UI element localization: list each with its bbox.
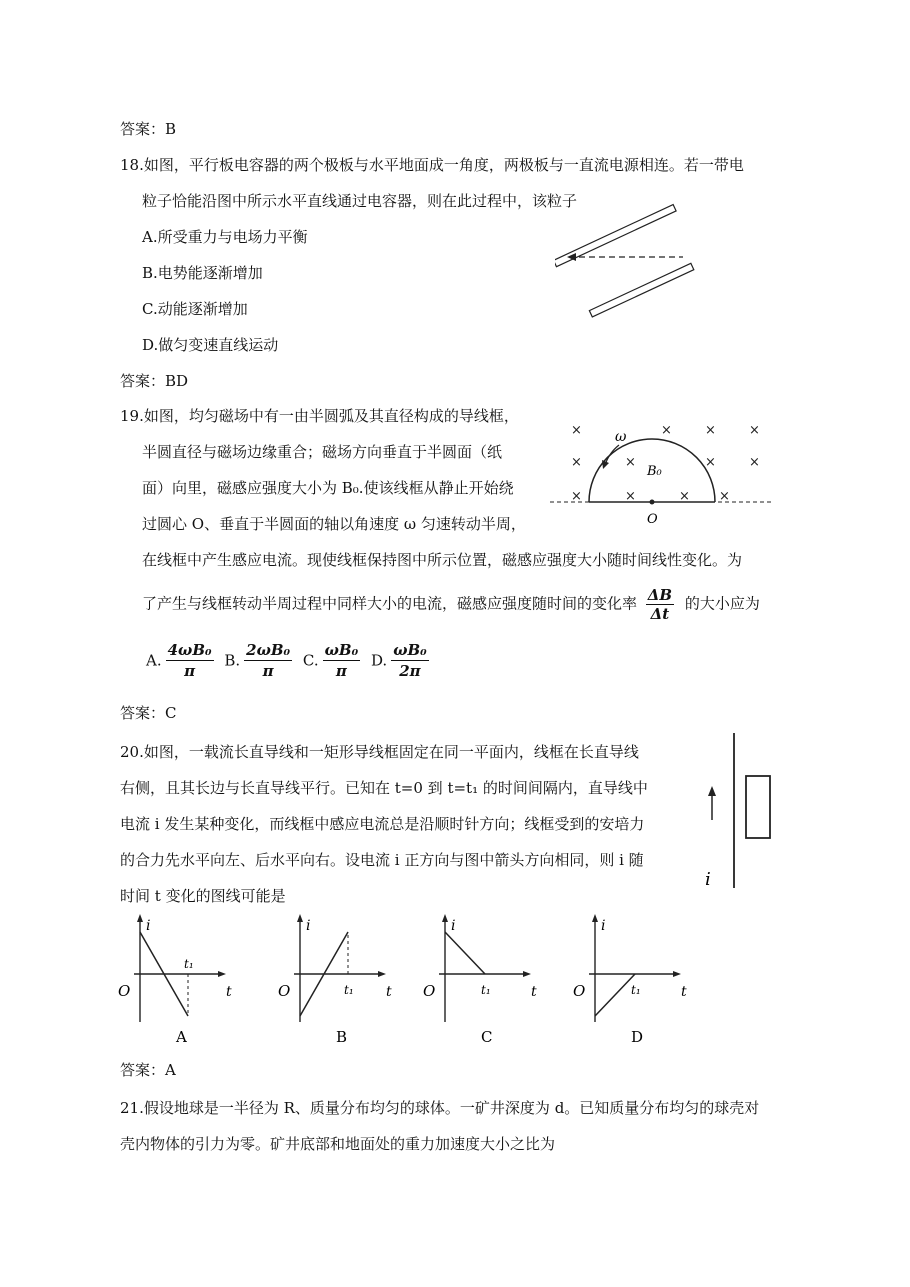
graph-a [118, 914, 232, 1046]
q18-option-c: C.动能逐渐增加 [142, 300, 248, 318]
q21-stem-line1: 21.假设地球是一半径为 R、质量分布均匀的球体。一矿井深度为 d。已知质量分布均匀的球壳对 [120, 1099, 760, 1117]
current-i-label: i [705, 869, 711, 890]
field-cross-mark: × [705, 455, 716, 470]
field-cross-mark: × [571, 455, 582, 470]
q19-option-label-a: A. [146, 651, 162, 670]
t1-label: t₁ [631, 983, 641, 997]
q19-option-d-num: ωB₀ [393, 641, 427, 659]
q20-stem-line4: 的合力先水平向左、后水平向右。设电流 i 正方向与图中箭头方向相同，则 i 随 [120, 851, 644, 869]
graph-b [278, 914, 392, 1046]
answer-17: 答案：B [120, 120, 177, 138]
q19-option-a-num: 4ωB₀ [167, 641, 212, 659]
graph-caption: A [176, 1028, 187, 1046]
q19-option-b-fraction [244, 640, 292, 681]
q19-option-a-fraction [166, 640, 214, 681]
q20-stem-line3: 电流 i 发生某种变化，而线框中感应电流总是沿顺时针方向；线框受到的安培力 [120, 815, 645, 833]
rectangular-loop [746, 776, 770, 838]
t1-label: t₁ [481, 983, 491, 997]
omega-label: ω [615, 429, 627, 445]
t-axis-label: t [531, 984, 537, 1000]
rate-fraction [646, 586, 674, 623]
i-axis-label: i [306, 918, 311, 934]
field-cross-mark: × [571, 423, 582, 438]
q19-option-a-den: π [184, 662, 196, 680]
q18-option-b: B.电势能逐渐增加 [142, 264, 263, 282]
field-cross-mark: × [661, 423, 672, 438]
center-o-label: O [647, 512, 658, 525]
q19-line6-text-b: 的大小应为 [684, 594, 760, 613]
q20-stem-line5: 时间 t 变化的图线可能是 [120, 887, 286, 905]
answer-19: 答案：C [120, 704, 177, 722]
t-axis-label: t [681, 984, 687, 1000]
graph-c [423, 914, 537, 1046]
q18-option-a: A.所受重力与电场力平衡 [142, 228, 308, 246]
field-cross-mark: × [749, 423, 760, 438]
q19-option-label-d: D. [370, 651, 388, 670]
i-axis-arrowhead [442, 914, 448, 922]
q19-option-c-den: π [335, 662, 347, 680]
t-axis-arrowhead [523, 971, 531, 977]
q19-option-c-num: ωB₀ [324, 641, 359, 659]
rotation-arrowhead [602, 460, 609, 469]
i-axis-arrowhead [592, 914, 598, 922]
b0-label: B₀ [647, 464, 662, 479]
graph-caption: C [481, 1028, 493, 1046]
t-axis-arrowhead [673, 971, 681, 977]
i-axis-arrowhead [297, 914, 303, 922]
q19-option-d-den: 2π [399, 662, 421, 680]
rotation-arrow [605, 445, 619, 465]
answer-18: 答案：BD [120, 372, 189, 390]
q18-option-d: D.做匀变速直线运动 [142, 336, 279, 354]
center-point [650, 500, 655, 505]
t-axis-arrowhead [218, 971, 226, 977]
field-cross-mark: × [571, 489, 582, 504]
lower-plate [589, 263, 693, 317]
current-line [445, 932, 485, 974]
graph-caption: B [336, 1028, 348, 1046]
q19-option-b-num: 2ωB₀ [246, 641, 291, 659]
field-cross-mark: × [625, 455, 636, 470]
capacitor-figure [555, 198, 705, 320]
q20-stem-line2: 右侧，且其长边与长直导线平行。已知在 t=0 到 t=t₁ 的时间间隔内，直导线中 [120, 779, 648, 797]
q18-stem-line2: 粒子恰能沿图中所示水平直线通过电容器，则在此过程中，该粒子 [142, 192, 578, 210]
i-axis-arrowhead [137, 914, 143, 922]
current-line [595, 974, 635, 1016]
q19-stem-line2: 半圆直径与磁场边缘重合；磁场方向垂直于半圆面（纸 [142, 443, 503, 461]
graph-caption: D [631, 1028, 644, 1046]
field-cross-mark: × [679, 489, 690, 504]
q19-options-row [146, 640, 435, 681]
q19-option-label-b: B. [224, 651, 241, 670]
field-cross-mark: × [749, 455, 760, 470]
q19-option-b-den: π [262, 662, 274, 680]
i-axis-label: i [451, 918, 456, 934]
semicircle-magnetic-figure [545, 415, 785, 525]
q19-stem-line1: 19.如图，均匀磁场中有一由半圆弧及其直径构成的导线框， [120, 407, 519, 425]
origin-label: O [278, 982, 291, 1000]
rate-numerator: ΔB [647, 586, 673, 604]
t1-label: t₁ [184, 957, 194, 971]
q19-stem-line4: 过圆心 O、垂直于半圆面的轴以角速度 ω 匀速转动半周， [142, 515, 526, 533]
t-axis-arrowhead [378, 971, 386, 977]
t-axis-label: t [226, 984, 232, 1000]
q21-stem-line2: 壳内物体的引力为零。矿井底部和地面处的重力加速度大小之比为 [120, 1135, 556, 1153]
i-axis-label: i [601, 918, 606, 934]
q18-stem-line1: 18.如图，平行板电容器的两个极板与水平地面成一角度，两极板与一直流电源相连。若一带电 [120, 156, 744, 174]
q19-stem-line3: 面）向里，磁感应强度大小为 B₀.使该线框从静止开始绕 [142, 479, 514, 497]
q20-stem-line1: 20.如图，一载流长直导线和一矩形导线框固定在同一平面内，线框在长直导线 [120, 743, 639, 761]
q19-option-d-fraction [391, 640, 429, 681]
q19-option-c-fraction [323, 640, 361, 681]
origin-label: O [118, 982, 131, 1000]
i-t-graphs [110, 910, 690, 1050]
current-arrowhead [708, 786, 716, 796]
graph-d [573, 914, 687, 1046]
t-axis-label: t [386, 984, 392, 1000]
field-cross-mark: × [719, 489, 730, 504]
q19-option-label-c: C. [302, 651, 319, 670]
q19-line6-text-a: 了产生与线框转动半周过程中同样大小的电流，磁感应强度随时间的变化率 [142, 594, 638, 613]
q19-stem-line6 [142, 586, 760, 623]
wire-loop-figure [700, 728, 790, 893]
field-cross-mark: × [625, 489, 636, 504]
field-cross-mark: × [705, 423, 716, 438]
q19-stem-line5: 在线框中产生感应电流。现使线框保持图中所示位置，磁感应强度大小随时间线性变化。为 [142, 551, 743, 569]
origin-label: O [573, 982, 586, 1000]
origin-label: O [423, 982, 436, 1000]
field-crosses [571, 423, 760, 504]
answer-20: 答案：A [120, 1061, 176, 1079]
t1-label: t₁ [344, 983, 354, 997]
rate-denominator: Δt [650, 605, 670, 623]
i-axis-label: i [146, 918, 151, 934]
